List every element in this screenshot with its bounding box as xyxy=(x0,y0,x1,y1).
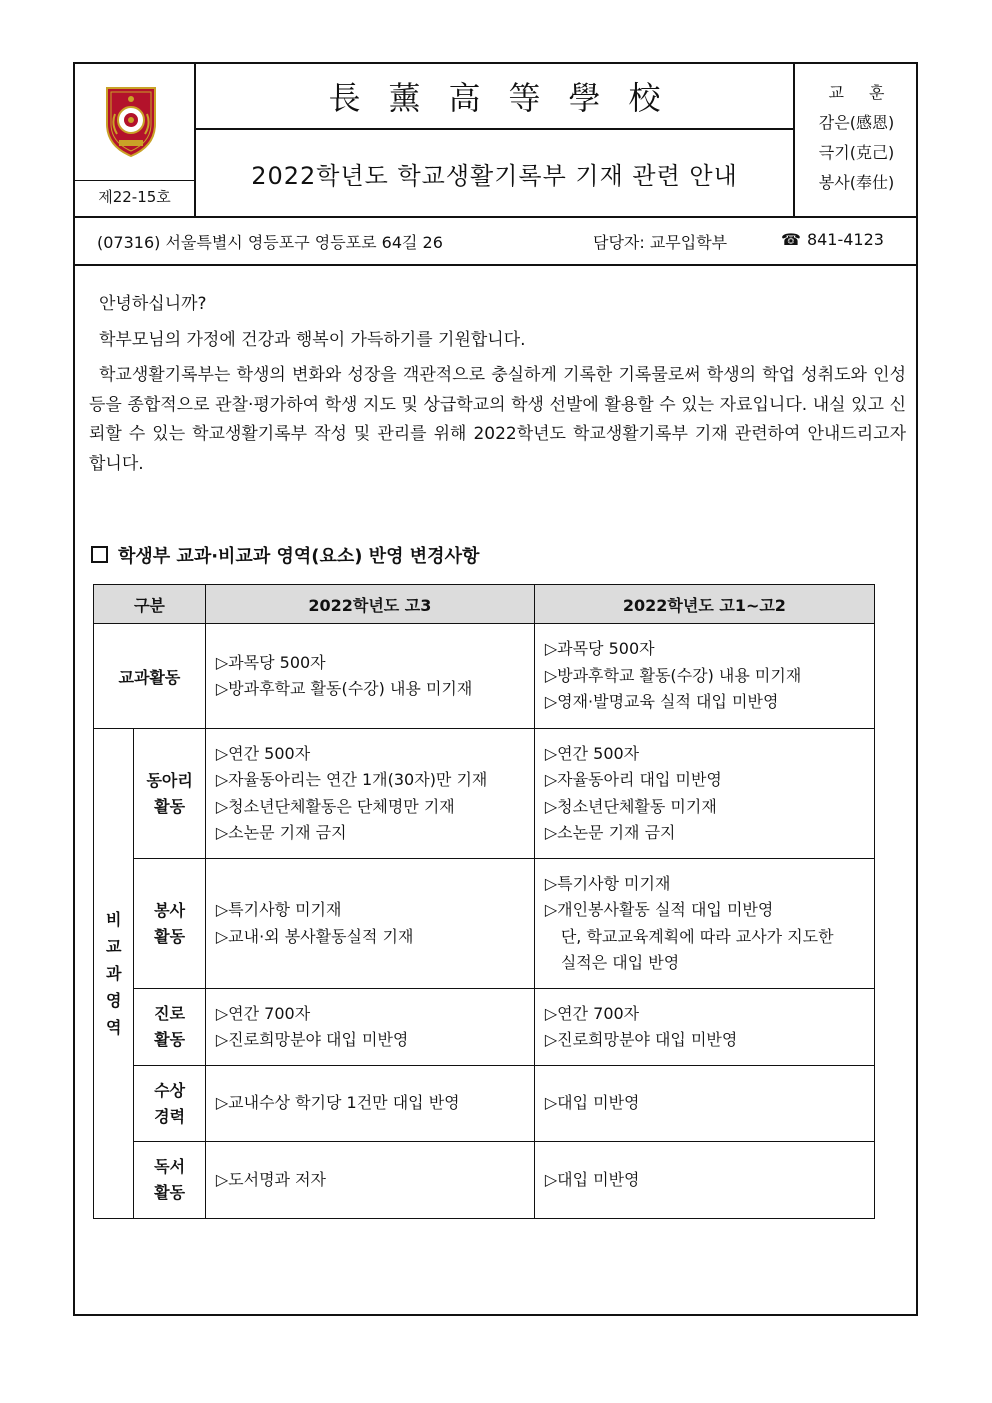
label-line: 독서 xyxy=(154,1157,186,1176)
label-line: 봉사 xyxy=(154,900,186,920)
telephone-icon: ☎ xyxy=(781,230,801,249)
letterhead xyxy=(75,64,916,218)
list-item: ▷특기사항 미기재 xyxy=(215,900,342,919)
g12-cell xyxy=(534,624,874,729)
list-item: ▷과목당 500자 xyxy=(544,639,655,659)
section-title: 학생부 교과·비교과 영역(요소) 반영 변경사항 xyxy=(118,546,480,567)
label-line: 동아리 xyxy=(146,770,193,790)
list-item: ▷연간 500자 xyxy=(544,743,640,763)
label-line: 활동 xyxy=(154,796,186,816)
list-item: ▷과목당 500자 xyxy=(215,652,326,672)
nonsubject-label xyxy=(94,729,134,1219)
g3-cell xyxy=(205,859,534,989)
list-item: ▷대입 미반영 xyxy=(544,1093,640,1113)
school-address: (07316) 서울특별시 영등포구 영등포로 64길 26 xyxy=(97,233,443,252)
phone xyxy=(781,230,884,249)
motto-item: 봉사(奉仕) xyxy=(818,173,895,192)
label-line: 경력 xyxy=(154,1106,186,1126)
g12-cell xyxy=(534,729,874,859)
list-item: ▷청소년단체활동은 단체명만 기재 xyxy=(215,796,455,816)
phone-number: 841-4123 xyxy=(806,230,884,249)
list-item: ▷연간 700자 xyxy=(215,1003,311,1023)
list-item: ▷연간 500자 xyxy=(215,743,311,763)
motto-heading: 교 훈 xyxy=(828,83,895,102)
list-item: ▷특기사항 미기재 xyxy=(544,873,671,893)
label-line: 수상 xyxy=(154,1080,186,1100)
section-heading xyxy=(91,542,479,568)
table-row xyxy=(94,989,875,1066)
g3-cell xyxy=(205,1142,534,1219)
changes-table xyxy=(93,584,875,1219)
table-row xyxy=(94,1142,875,1219)
table-header-row xyxy=(94,585,875,624)
school-name: 長薰高等學校 xyxy=(196,64,793,130)
logo-divider xyxy=(75,180,194,181)
column-header: 2022학년도 고1~고2 xyxy=(534,585,874,624)
checkbox-square-icon xyxy=(91,546,108,563)
table-row xyxy=(94,859,875,989)
g3-cell xyxy=(205,1066,534,1142)
list-item: 실적은 대입 반영 xyxy=(560,953,680,972)
list-item: ▷개인봉사활동 실적 대입 미반영 xyxy=(544,900,774,919)
list-item: ▷교내수상 학기당 1건만 대입 반영 xyxy=(215,1093,460,1113)
row-label xyxy=(134,859,206,989)
g12-cell xyxy=(534,859,874,989)
list-item: ▷자율동아리 대입 미반영 xyxy=(544,770,722,789)
label-line: 활동 xyxy=(154,1183,186,1202)
g3-cell xyxy=(205,729,534,859)
list-item: ▷자율동아리는 연간 1개(30자)만 기재 xyxy=(215,770,488,789)
row-label xyxy=(134,989,206,1066)
table-row xyxy=(94,1066,875,1142)
school-emblem-icon xyxy=(101,84,161,158)
label-line: 진로 xyxy=(154,1004,186,1023)
column-header: 구분 xyxy=(94,585,206,624)
list-item: ▷연간 700자 xyxy=(544,1003,640,1023)
list-item: ▷방과후학교 활동(수강) 내용 미기재 xyxy=(544,665,802,685)
document-title: 2022학년도 학교생활기록부 기재 관련 안내 xyxy=(251,161,738,190)
list-item: ▷소논문 기재 금지 xyxy=(544,823,676,842)
list-item: ▷도서명과 저자 xyxy=(215,1169,327,1189)
table-row xyxy=(94,729,875,859)
intro-paragraph: 학교생활기록부는 학생의 변화와 성장을 객관적으로 충실하게 기록한 기록물로써 학생의 학업 성취도와 인성 등을 종합적으로 관찰·평가하여 학생 지도 및 상급학교의 학생 선발에 활용할 수 있는 자료입니다. 내실 있고 신뢰할 수 있는 학교생활기록부 작성 및 관리를 위해 2022학년도 학교생활기록부 기재 관련하여 안내드리고자 합니다. xyxy=(89,365,906,474)
motto-item: 극기(克己) xyxy=(818,143,895,162)
label-line: 활동 xyxy=(154,1030,186,1049)
vertical-char: 역 xyxy=(105,1018,122,1037)
g12-cell xyxy=(534,1142,874,1219)
vertical-char: 비 xyxy=(105,910,122,929)
vertical-char: 교 xyxy=(105,937,122,956)
motto-item: 감은(感恩) xyxy=(818,113,895,132)
table-row xyxy=(94,624,875,729)
list-item: ▷교내·외 봉사활동실적 기재 xyxy=(215,926,414,946)
logo-cell xyxy=(75,64,196,216)
g12-cell xyxy=(534,1066,874,1142)
g3-cell xyxy=(205,989,534,1066)
list-item: ▷영재·발명교육 실적 대입 미반영 xyxy=(544,692,779,712)
school-motto xyxy=(793,64,918,216)
greeting: 안녕하십니까? xyxy=(99,294,207,314)
document-frame xyxy=(73,62,918,1316)
list-item: ▷소논문 기재 금지 xyxy=(215,823,347,842)
row-label: 교과활동 xyxy=(94,624,206,729)
contact-person: 담당자: 교무입학부 xyxy=(593,233,728,252)
label-line: 활동 xyxy=(154,926,186,946)
row-label xyxy=(134,1142,206,1219)
list-item: ▷대입 미반영 xyxy=(544,1169,640,1189)
list-item: ▷청소년단체활동 미기재 xyxy=(544,796,717,816)
row-label xyxy=(134,1066,206,1142)
g12-cell xyxy=(534,989,874,1066)
list-item: ▷진로희망분야 대입 미반영 xyxy=(215,1030,409,1049)
address-row xyxy=(75,216,916,266)
list-item: ▷진로희망분야 대입 미반영 xyxy=(544,1030,738,1049)
row-label xyxy=(134,729,206,859)
vertical-char: 과 xyxy=(105,964,122,983)
g3-cell xyxy=(205,624,534,729)
list-item: 단, 학교교육계획에 따라 교사가 지도한 xyxy=(560,926,834,946)
vertical-char: 영 xyxy=(105,991,122,1010)
document-number: 제22-15호 xyxy=(98,188,171,206)
letter-body xyxy=(89,290,906,479)
wish-paragraph: 학부모님의 가정에 건강과 행복이 가득하기를 기원합니다. xyxy=(99,329,526,350)
list-item: ▷방과후학교 활동(수강) 내용 미기재 xyxy=(215,679,473,698)
column-header: 2022학년도 고3 xyxy=(205,585,534,624)
